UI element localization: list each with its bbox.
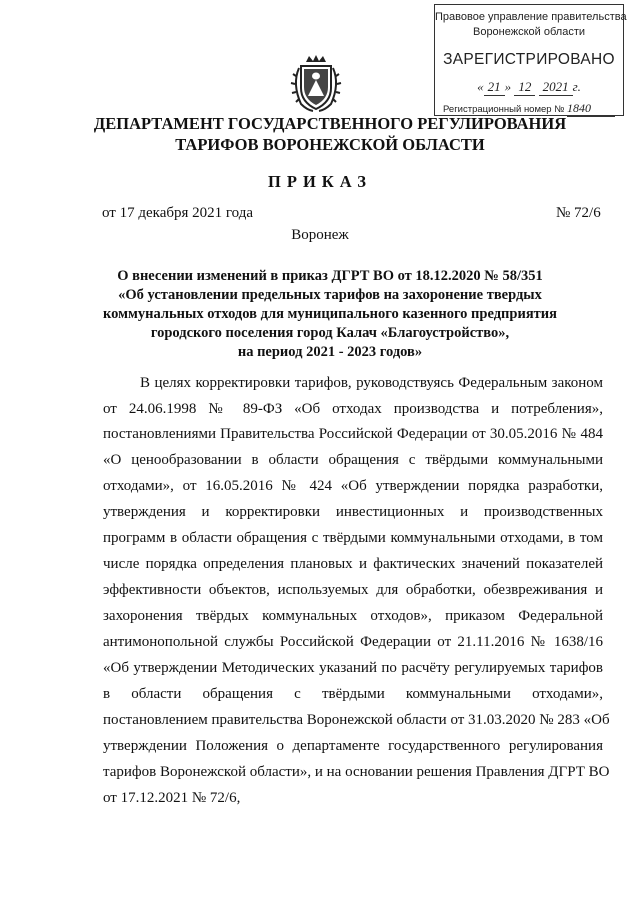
- order-title: ПРИКАЗ: [268, 172, 372, 191]
- stamp-org-line-1: Правовое управление правительства: [435, 11, 627, 23]
- coat-of-arms-icon: [289, 54, 343, 114]
- body-line: числе порядка определения плановых и фактических значений показателей: [103, 556, 603, 572]
- body-line: постановлением правительства Воронежской области от 31.03.2020 № 283 «Об: [103, 712, 610, 728]
- stamp-registered-label: ЗАРЕГИСТРИРОВАНО: [443, 51, 615, 68]
- stamp-date-day: 21: [484, 79, 505, 96]
- body-line: от 17.12.2021 № 72/6,: [103, 790, 241, 806]
- order-number: № 72/6: [556, 205, 601, 221]
- heading-line: коммунальных отходов для муниципального казенного предприятия: [103, 306, 557, 322]
- body-line: тарифов Воронежской области», и на основании решения Правления ДГРТ ВО: [103, 764, 610, 780]
- stamp-org-line-2: Воронежской области: [472, 26, 585, 38]
- department-name-line-2: ТАРИФОВ ВОРОНЕЖСКОЙ ОБЛАСТИ: [175, 135, 485, 154]
- heading-line: О внесении изменений в приказ ДГРТ ВО от 18.12.2020 № 58/351: [117, 268, 543, 284]
- stamp-reg-number-label: Регистрационный номер №: [443, 104, 565, 115]
- body-line: В целях корректировки тарифов, руководствуясь Федеральным законом: [140, 375, 603, 391]
- body-line: утверждения и корректировки инвестиционных и производственных: [103, 504, 603, 520]
- body-line: «О ценообразовании в области обращения с твёрдыми коммунальными: [103, 452, 603, 468]
- body-line: отходами», от 16.05.2016 № 424 «Об утверждении порядка разработки,: [103, 478, 603, 494]
- department-name-line-1: ДЕПАРТАМЕНТ ГОСУДАРСТВЕННОГО РЕГУЛИРОВАНИЯ: [93, 114, 567, 133]
- order-city: Воронеж: [291, 227, 349, 243]
- heading-line: городского поселения город Калач «Благоустройство»,: [150, 325, 510, 341]
- stamp-date-year: 2021: [539, 79, 573, 96]
- body-line: захоронения твёрдых коммунальных отходов», приказом Федеральной: [103, 608, 603, 624]
- stamp-reg-number-value: 1840: [567, 101, 615, 117]
- body-line: эффективности объектов, используемых для обработки, обезвреживания и: [103, 582, 603, 598]
- body-line: от 24.06.1998 № 89-ФЗ «Об отходах производства и потребления»,: [103, 401, 603, 417]
- body-line: антимонопольной службы Российской Федерации от 21.11.2016 № 1638/16: [103, 634, 603, 650]
- body-line: «Об утверждении Методических указаний по расчёту регулируемых тарифов: [103, 660, 603, 676]
- body-line: постановлениями Правительства Российской Федерации от 30.05.2016 № 484: [103, 426, 603, 442]
- order-date: от 17 декабря 2021 года: [102, 205, 254, 221]
- body-line: утверждении Положения о департаменте государственного регулирования: [103, 738, 603, 754]
- stamp-date: « 21 » 12 2021 г.: [477, 79, 581, 94]
- heading-line: «Об установлении предельных тарифов на захоронение твердых: [118, 287, 542, 303]
- stamp-date-month: 12: [514, 79, 535, 96]
- body-line: в области обращения с твёрдыми коммунальными отходами»,: [103, 686, 603, 702]
- heading-line: на период 2021 - 2023 годов»: [237, 344, 423, 360]
- registration-stamp: [434, 4, 627, 116]
- body-line: программ в области обращения с твёрдыми коммунальными отходами, в том: [103, 530, 603, 546]
